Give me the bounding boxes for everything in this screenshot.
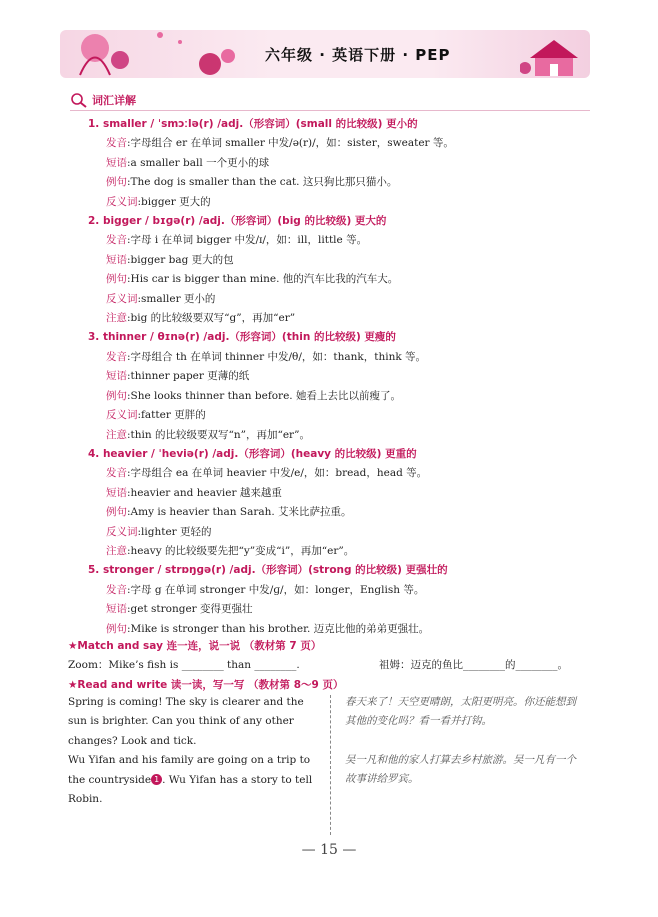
match-en: Zoom：Mike’s fish is ________ than ________. <box>68 659 300 672</box>
section-title: 词汇详解 <box>92 94 136 107</box>
read-and-write <box>68 693 588 843</box>
vocab-heading: 5. stronger / strɒŋɡə(r) /adj.（形容词）(strong 的比较级) 更强壮的 <box>88 564 448 577</box>
vocab-item: 反义词:fatter 更胖的 <box>106 409 206 422</box>
match-and-say <box>68 637 588 695</box>
magnifier-icon <box>70 92 88 108</box>
vocab-item: 发音:字母 i 在单词 bigger 中发/ɪ/，如：ill，little 等。 <box>106 234 368 247</box>
vocab-item: 例句:The dog is smaller than the cat. 这只狗比那只猫小。 <box>106 176 398 189</box>
vocab-list <box>88 115 588 639</box>
vocab-heading: 2. bigger / bɪɡə(r) /adj.（形容词）(big 的比较级) 更大的 <box>88 215 387 228</box>
vocab-item: 发音:字母 g 在单词 stronger 中发/ɡ/，如：longer，English 等。 <box>106 583 425 596</box>
vocab-item: 发音:字母组合 ea 在单词 heavier 中发/e/，如：bread，head 等。 <box>106 467 428 480</box>
english-text <box>68 693 318 809</box>
vocab-item: 反义词:lighter 更轻的 <box>106 525 212 538</box>
match-heading: ★Match and say 连一连，说一说 （教材第 7 页） <box>68 640 322 652</box>
chinese-text <box>345 693 585 790</box>
vocab-item: 短语:get stronger 变得更强壮 <box>106 603 253 616</box>
vocab-item: 反义词:smaller 更小的 <box>106 292 216 305</box>
match-row <box>68 656 588 675</box>
vocab-item: 反义词:bigger 更大的 <box>106 195 211 208</box>
english-para-2: Wu Yifan and his family are going on a trip to the countryside 1 . Wu Yifan has a story to tell Robin. <box>68 754 313 806</box>
vocab-item: 发音:字母组合 th 在单词 thinner 中发/θ/，如：thank，think 等。 <box>106 350 427 363</box>
note-marker: 1 <box>151 774 162 785</box>
chinese-para-2: 吴一凡和他的家人打算去乡村旅游。吴一凡有一个故事讲给罗宾。 <box>345 753 576 786</box>
vocab-heading: 1. smaller / ˈsmɔːlə(r) /adj.（形容词）(small 的比较级) 更小的 <box>88 118 418 130</box>
vocab-heading: 4. heavier / ˈheviə(r) /adj.（形容词）(heavy 的比较级) 更重的 <box>88 447 417 460</box>
vocab-item: 例句:Amy is heavier than Sarah. 艾米比萨拉重。 <box>106 506 352 519</box>
vocab-item: 例句:His car is bigger than mine. 他的汽车比我的汽车大。 <box>106 273 399 286</box>
vocab-item: 例句:Mike is stronger than his brother. 迈克比他的弟弟更强壮。 <box>106 622 430 635</box>
column-divider <box>330 695 332 835</box>
vocab-item: 短语:thinner paper 更薄的纸 <box>106 370 250 383</box>
section-header <box>70 92 136 108</box>
vocab-item: 注意:heavy 的比较级要先把“y”变成“i”，再加“er”。 <box>106 544 355 557</box>
page-number: — 15 — <box>301 842 357 858</box>
chinese-para-1: 春天来了！天空更晴朗，太阳更明亮。你还能想到其他的变化吗？看一看并打钩。 <box>345 696 576 728</box>
section-divider <box>70 110 590 111</box>
page-header-title: 六年级 · 英语下册 · PEP <box>265 46 451 64</box>
vocab-item: 短语:bigger bag 更大的包 <box>106 253 234 266</box>
house-decoration-icon <box>520 28 590 82</box>
english-para-1: Spring is coming! The sky is clearer and the sun is brighter. Can you think of any other changes? Look and tick. <box>68 696 304 747</box>
vocab-item: 注意:thin 的比较级要双写“n”，再加“er”。 <box>106 428 310 441</box>
vocab-item: 短语:heavier and heavier 越来越重 <box>106 486 282 499</box>
vocab-heading: 3. thinner / θɪnə(r) /adj.（形容词）(thin 的比较级) 更瘦的 <box>88 331 396 344</box>
header-banner <box>60 20 590 82</box>
vocab-item: 短语:a smaller ball 一个更小的球 <box>106 156 270 169</box>
flower-decoration-icon <box>60 20 260 82</box>
vocab-item: 例句:She looks thinner than before. 她看上去比以前瘦了。 <box>106 389 401 402</box>
vocab-item: 注意:big 的比较级要双写“g”，再加“er” <box>106 312 296 325</box>
match-zh: 祖姆：迈克的鱼比________的________。 <box>379 659 568 672</box>
read-heading: ★Read and write 读一读，写一写 （教材第 8～9 页） <box>68 678 344 691</box>
vocab-item: 发音:字母组合 er 在单词 smaller 中发/ə(r)/，如：sister，sweater 等。 <box>106 137 454 150</box>
